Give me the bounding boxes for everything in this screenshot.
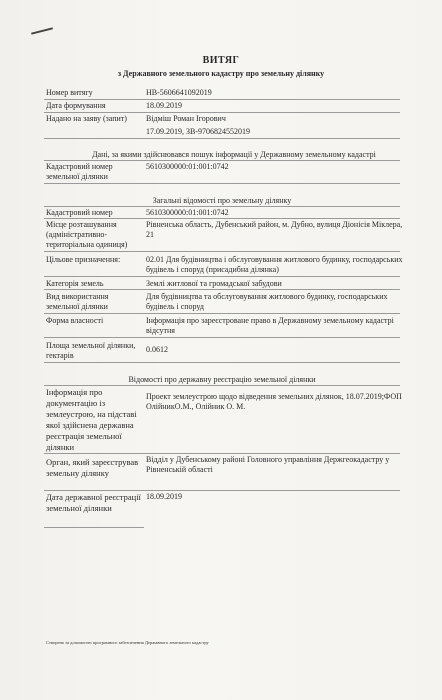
cadastral-number-value: 5610300000:01:001:0742 [146, 208, 229, 217]
divider [44, 218, 400, 219]
divider [44, 99, 400, 100]
divider [44, 453, 400, 454]
divider [44, 251, 400, 252]
registering-body-value: Відділ у Дубенському районі Головного управління Держгеокадастру у Рівненській області [146, 455, 390, 474]
request-date-number: 17.09.2019, ЗВ-9706824552019 [146, 127, 251, 136]
divider [44, 490, 400, 491]
land-category-value: Землі житлової та громадської забудови [146, 279, 282, 288]
footer-note: Створено за допомогою програмного забезпечення Державного земельного кадастру [46, 640, 209, 645]
document-title: ВИТЯГ [202, 55, 240, 66]
purpose-label: Цільове призначення: [46, 255, 121, 264]
extract-number-value: НВ-5606641092019 [146, 88, 212, 97]
divider [44, 276, 400, 277]
formation-date-label: Дата формування [46, 101, 106, 110]
location-label: Місце розташування (адміністративно-територіальна одиниця) [46, 220, 128, 249]
registration-heading: Відомості про державну реєстрацію земельної ділянки [128, 375, 316, 384]
extract-number-label: Номер витягу [46, 88, 93, 97]
request-label: Надано на заяву (запит) [46, 114, 127, 123]
request-applicant: Відміш Роман Ігорович [146, 114, 226, 123]
divider [44, 337, 400, 338]
area-label: Площа земельної ділянки, гектарів [46, 341, 136, 360]
divider [44, 206, 400, 207]
divider [44, 183, 400, 184]
purpose-value: 02.01 Для будівництва і обслуговування житлового будинку, господарських будівель і споруд (присадибна ділянка) [146, 255, 403, 274]
use-type-label: Вид використання земельної ділянки [46, 292, 109, 311]
use-type-value: Для будівництва та обслуговування житлового будинку, господарських будівель і споруд [146, 292, 388, 311]
formation-date-value: 18.09.2019 [146, 101, 182, 110]
registering-body-label: Орган, який зареєстрував земельну ділянку [46, 457, 139, 478]
divider [44, 362, 400, 363]
divider [44, 138, 400, 139]
land-category-label: Категорія земель [46, 279, 104, 288]
divider [44, 527, 144, 528]
location-value: Рівненська область, Дубенський район, м. Дубно, вулиця Діонісія Міклера, 21 [146, 220, 403, 239]
divider [44, 313, 400, 314]
cadastral-number-label: Кадастровий номер [46, 208, 113, 217]
pen-mark [31, 27, 53, 34]
registration-date-label: Дата державної реєстрації земельної ділянки [46, 492, 141, 513]
ownership-value: Інформація про зареєстроване право в Державному земельному кадастрі відсутня [146, 316, 394, 335]
search-note: Дані, за якими здійснювався пошук інформації у Державному земельному кадастрі [92, 150, 376, 159]
document-subtitle: з Державного земельного кадастру про земельну ділянку [117, 69, 325, 78]
registration-date-value: 18.09.2019 [146, 492, 182, 501]
divider [44, 112, 400, 113]
documentation-label: Інформація про документацію із землеустрою, на підставі якої здійснена державна реєстрація земельної ділянки [46, 387, 137, 452]
divider [44, 160, 400, 161]
general-heading: Загальні відомості про земельну ділянку [152, 196, 292, 205]
area-value: 0.0612 [146, 345, 168, 354]
ownership-label: Форма власності [46, 316, 104, 325]
divider [44, 385, 400, 386]
documentation-value: Проект землеустрою щодо відведення земельних ділянок, 18.07.2019;ФОП ОлійникО.М., Олійник О. М. [146, 392, 402, 411]
search-cadastral-value: 5610300000:01:001:0742 [146, 162, 229, 171]
divider [44, 289, 400, 290]
search-cadastral-label: Кадастровий номер земельної ділянки [46, 162, 113, 181]
